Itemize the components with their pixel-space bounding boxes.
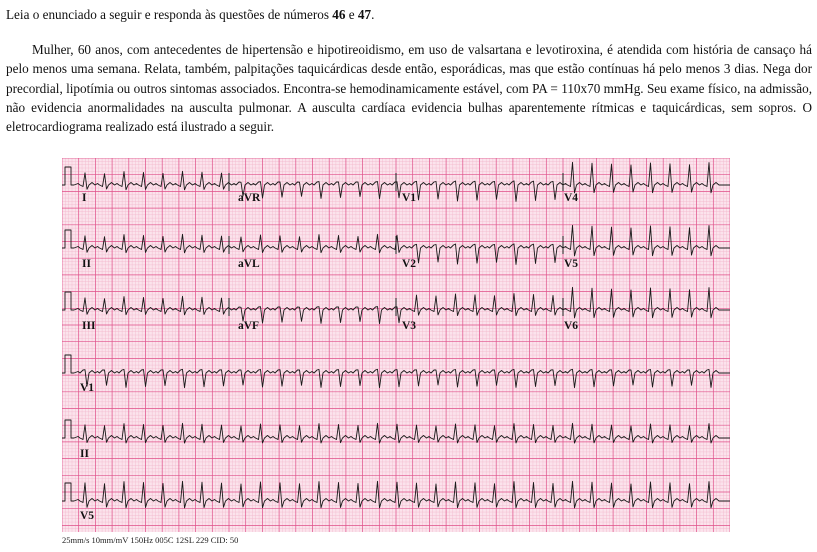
lead-label-avr: aVR bbox=[238, 192, 261, 204]
lead-label-i: I bbox=[82, 192, 87, 204]
lead-label-avf: aVF bbox=[238, 320, 260, 332]
instruction-text-mid: e bbox=[345, 7, 358, 22]
rhythm-label-ii: II bbox=[80, 448, 89, 460]
lead-label-v3: V3 bbox=[402, 320, 417, 332]
ecg-settings-footer: 25mm/s 10mm/mV 150Hz 005C 12SL 229 CID: 50 bbox=[62, 535, 239, 545]
lead-label-v6: V6 bbox=[564, 320, 579, 332]
instruction-line bbox=[6, 6, 812, 24]
question-number-47: 47 bbox=[357, 7, 372, 22]
rhythm-label-v5: V5 bbox=[80, 510, 95, 522]
lead-label-v4: V4 bbox=[564, 192, 579, 204]
lead-label-iii: III bbox=[82, 320, 96, 332]
instruction-text-end: . bbox=[371, 7, 375, 22]
rhythm-label-v1: V1 bbox=[80, 382, 95, 394]
question-number-46: 46 bbox=[332, 7, 346, 22]
lead-label-ii: II bbox=[82, 258, 91, 270]
instruction-text-start: Leia o enunciado a seguir e responda às questões de números bbox=[6, 7, 333, 22]
lead-label-v5: V5 bbox=[564, 258, 579, 270]
ecg-grid-and-traces bbox=[62, 158, 730, 532]
lead-label-v2: V2 bbox=[402, 258, 417, 270]
ecg-strip bbox=[62, 158, 730, 532]
lead-label-avl: aVL bbox=[238, 258, 260, 270]
clinical-case-paragraph: Mulher, 60 anos, com antecedentes de hipertensão e hipotireoidismo, em uso de valsartana e levotiroxina, é atendida com história de cansaço há pelo menos uma semana. Relata, também, palpitações taquicárdicas desde então, esporádicas, mas que estão contínuas há pelo menos 3 dias. Nega dor precordial, lipotímia ou outros sintomas associados. Encontra-se hemodinamicamente estável, com PA = 110x70 mmHg. Seu exame físico, na admissão, não evidencia anormalidades na ausculta pulmonar. A ausculta cardíaca evidencia bulhas aparentemente rítmicas e taquicárdicas, sem sopros. O eletrocardiograma realizado está ilustrado a seguir. bbox=[6, 42, 812, 135]
lead-label-v1: V1 bbox=[402, 192, 417, 204]
